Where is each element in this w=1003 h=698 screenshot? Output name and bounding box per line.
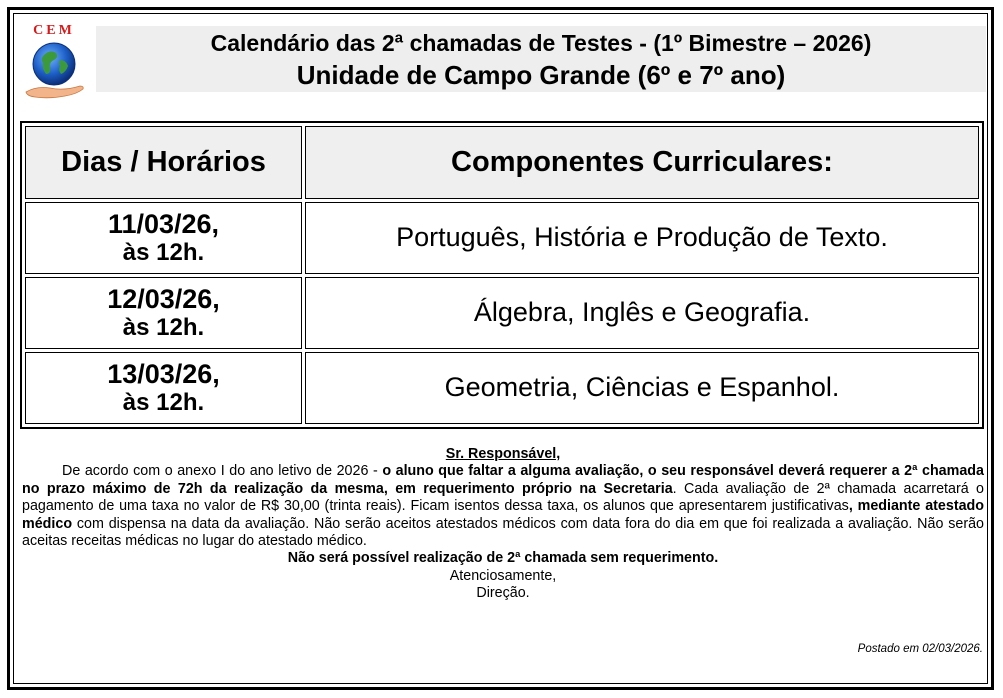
salutation: Sr. Responsável, [445,446,561,462]
subjects-cell: Português, História e Produção de Texto. [305,202,979,274]
date-text: 13/03/26, [107,358,220,389]
table-row [25,202,979,274]
notice-warning: Não será possível realização de 2ª chamada sem requerimento. [287,550,719,567]
notice-fee: . Cada avaliação de 2ª chamada acarretará o pagamento de uma taxa no valor de R$ 30,00 (trinta reais). Ficam isentos dessa taxa, os alunos que apresentarem justificativas [22,480,984,515]
subjects-cell: Geometria, Ciências e Espanhol. [305,352,979,424]
subjects-cell: Álgebra, Inglês e Geografia. [305,277,979,349]
schedule-table [20,121,984,429]
notice-block [22,446,984,603]
time-text: às 12h. [122,238,205,266]
date-cell [25,352,302,424]
time-text: às 12h. [122,313,205,341]
notice-paragraph [22,463,984,550]
header-subjects: Componentes Curriculares: [305,126,979,199]
posted-date: Postado em 02/03/2026. [857,643,983,655]
notice-end: com dispensa na data da avaliação. Não serão aceitos atestados médicos com data fora do dia em que foi realizada a avaliação. Não serão aceitas receitas médicas no lugar do atestado médico. [22,515,984,550]
cem-logo [22,20,86,106]
signature: Direção. [476,585,530,602]
date-text: 11/03/26, [107,208,220,239]
hand-icon [26,86,83,98]
date-cell [25,277,302,349]
page-subtitle: Unidade de Campo Grande (6º e 7º ano) [296,60,786,90]
page-title: Calendário das 2ª chamadas de Testes - (1º Bimestre – 2026) [210,30,872,56]
date-text: 12/03/26, [107,283,220,314]
logo-text: CEM [33,23,75,38]
table-row [25,277,979,349]
closing: Atenciosamente, [449,567,557,584]
table-header-row [25,126,979,199]
date-cell [25,202,302,274]
notice-requirement: o aluno que faltar a alguma avaliação, o seu responsável deverá requerer a 2ª chamada no prazo máximo de 72h da realização da mesma, em requerimento próprio na Secretaria [22,463,984,497]
header-days: Dias / Horários [25,126,302,199]
time-text: às 12h. [122,388,205,416]
notice-medical: , mediante atestado médico [22,498,984,532]
notice-intro: De acordo com o anexo I do ano letivo de 2026 - [62,463,383,480]
table-row [25,352,979,424]
globe-icon [33,43,75,85]
